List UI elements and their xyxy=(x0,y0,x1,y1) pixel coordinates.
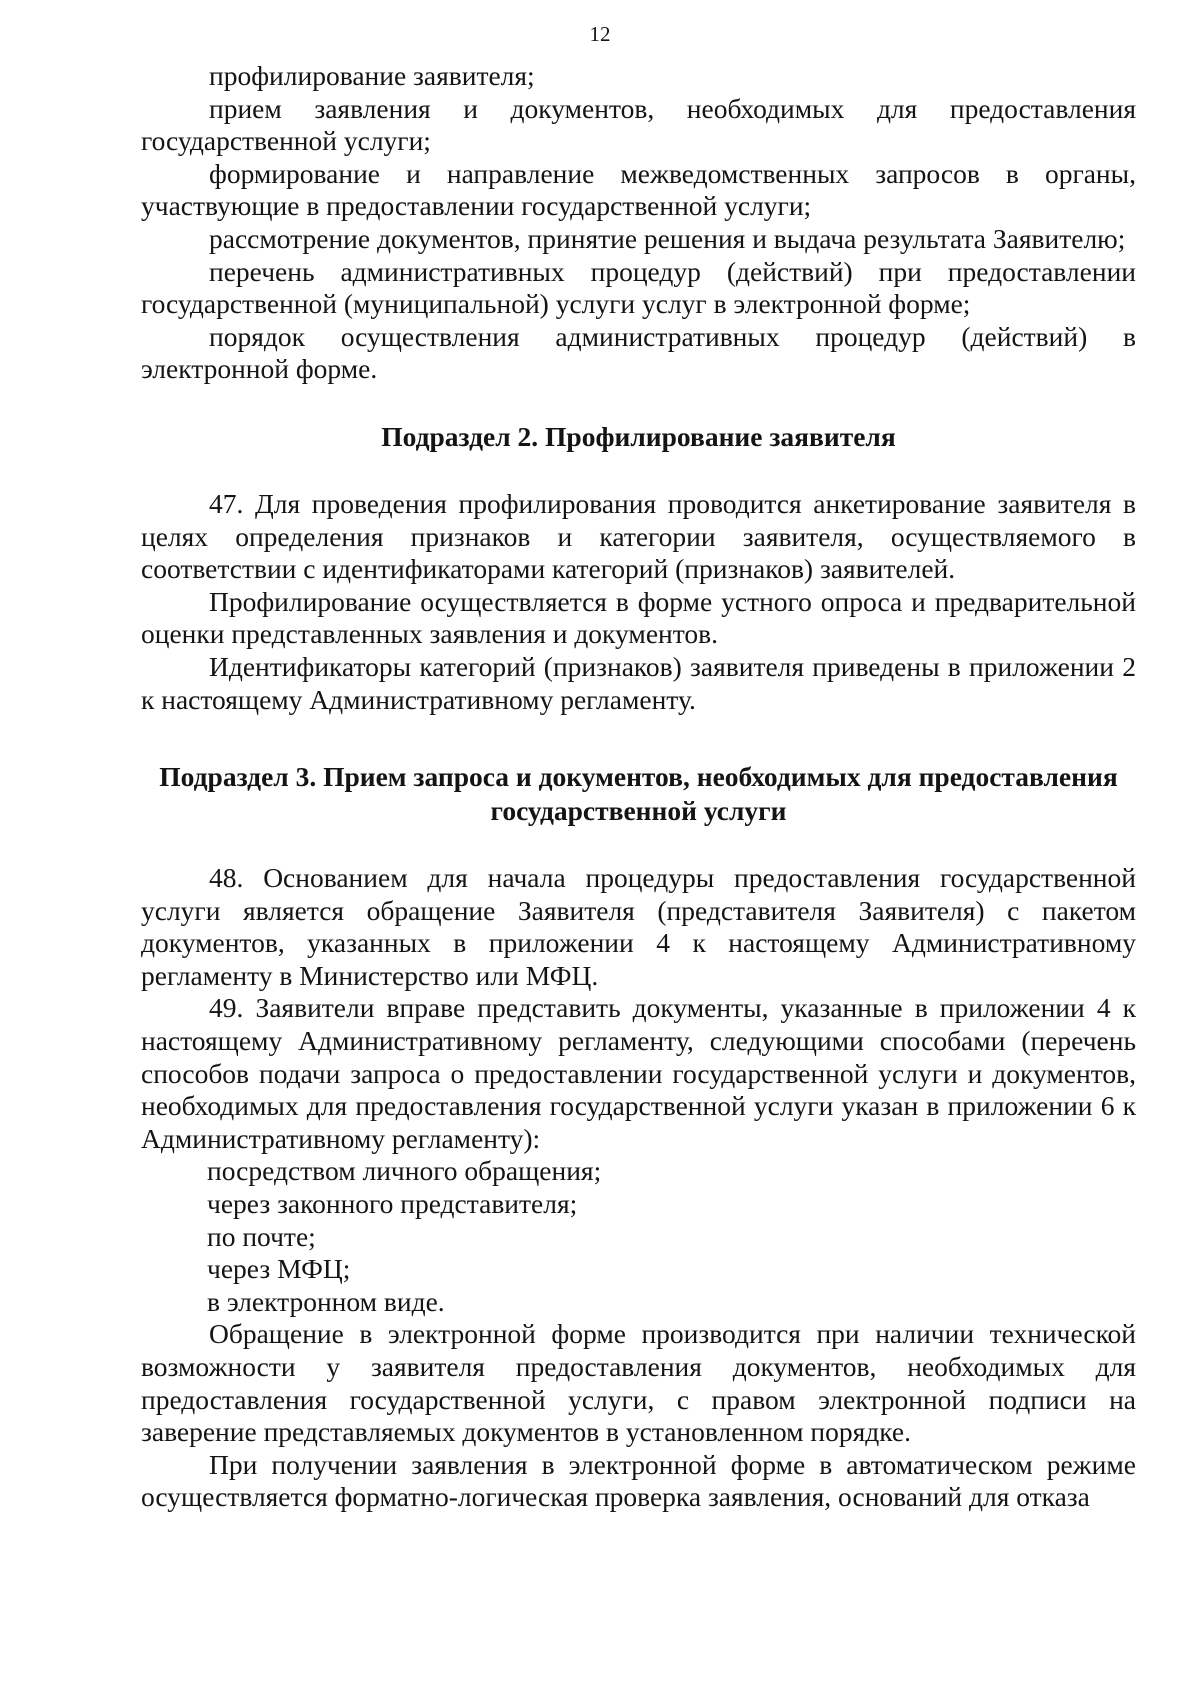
submission-method-item: через законного представителя; xyxy=(207,1188,578,1220)
document-body xyxy=(141,60,1136,1514)
subsection-2-heading: Подраздел 2. Профилирование заявителя xyxy=(381,420,896,452)
paragraph-48: 48. Основанием для начала процедуры предоставления государственной услуги является обращение Заявителя (представителя Заявителя) с пакетом документов, указанных в приложении 4 к настоящему Административному регламенту в Министерство или МФЦ. xyxy=(141,862,1136,991)
submission-method-item: по почте; xyxy=(207,1220,316,1252)
intro-item: рассмотрение документов, принятие решения и выдача результата Заявителю; xyxy=(209,222,1126,254)
page-number: 12 xyxy=(589,22,611,46)
intro-item: перечень административных процедур (действий) при предоставлении государственной (муниципальной) услуги услуг в электронной форме; xyxy=(141,255,1136,320)
submission-method-item: посредством личного обращения; xyxy=(207,1155,602,1187)
electronic-form-paragraph: Обращение в электронной форме производится при наличии технической возможности у заявителя предоставления документов, необходимых для предоставления государственной услуги, с правом электронной подписи на заверение представляемых документов в установленном порядке. xyxy=(141,1318,1136,1448)
intro-item: формирование и направление межведомственных запросов в органы, участвующие в предоставлении государственной услуги; xyxy=(141,157,1136,222)
intro-item: прием заявления и документов, необходимых для предоставления государственной услуги; xyxy=(141,92,1136,157)
paragraph-47: 47. Для проведения профилирования проводится анкетирование заявителя в целях определения признаков и категории заявителя, осуществляемого в соответствии с идентификаторами категорий (признаков) заявителей. xyxy=(141,487,1136,585)
paragraph-49: 49. Заявители вправе представить документы, указанные в приложении 4 к настоящему Административному регламенту, следующими способами (перечень способов подачи запроса о предоставлении государственной услуги и документов, необходимых для предоставления государственной услуги указан в приложении 6 к Административному регламенту): xyxy=(141,992,1136,1154)
automatic-check-paragraph: При получении заявления в электронной форме в автоматическом режиме осуществляется форматно-логическая проверка заявления, оснований для отказа xyxy=(141,1448,1136,1513)
profiling-paragraph: Профилирование осуществляется в форме устного опроса и предварительной оценки представленных заявления и документов. xyxy=(141,585,1136,650)
subsection-3-heading: Подраздел 3. Прием запроса и документов, необходимых для предоставления государственной услуги xyxy=(159,761,1118,827)
submission-method-item: через МФЦ; xyxy=(207,1253,351,1285)
intro-item: порядок осуществления административных процедур (действий) в электронной форме. xyxy=(141,320,1136,385)
identifiers-paragraph: Идентификаторы категорий (признаков) заявителя приведены в приложении 2 к настоящему Административному регламенту. xyxy=(141,650,1136,715)
submission-method-item: в электронном виде. xyxy=(207,1285,445,1317)
intro-item: профилирование заявителя; xyxy=(209,60,535,91)
